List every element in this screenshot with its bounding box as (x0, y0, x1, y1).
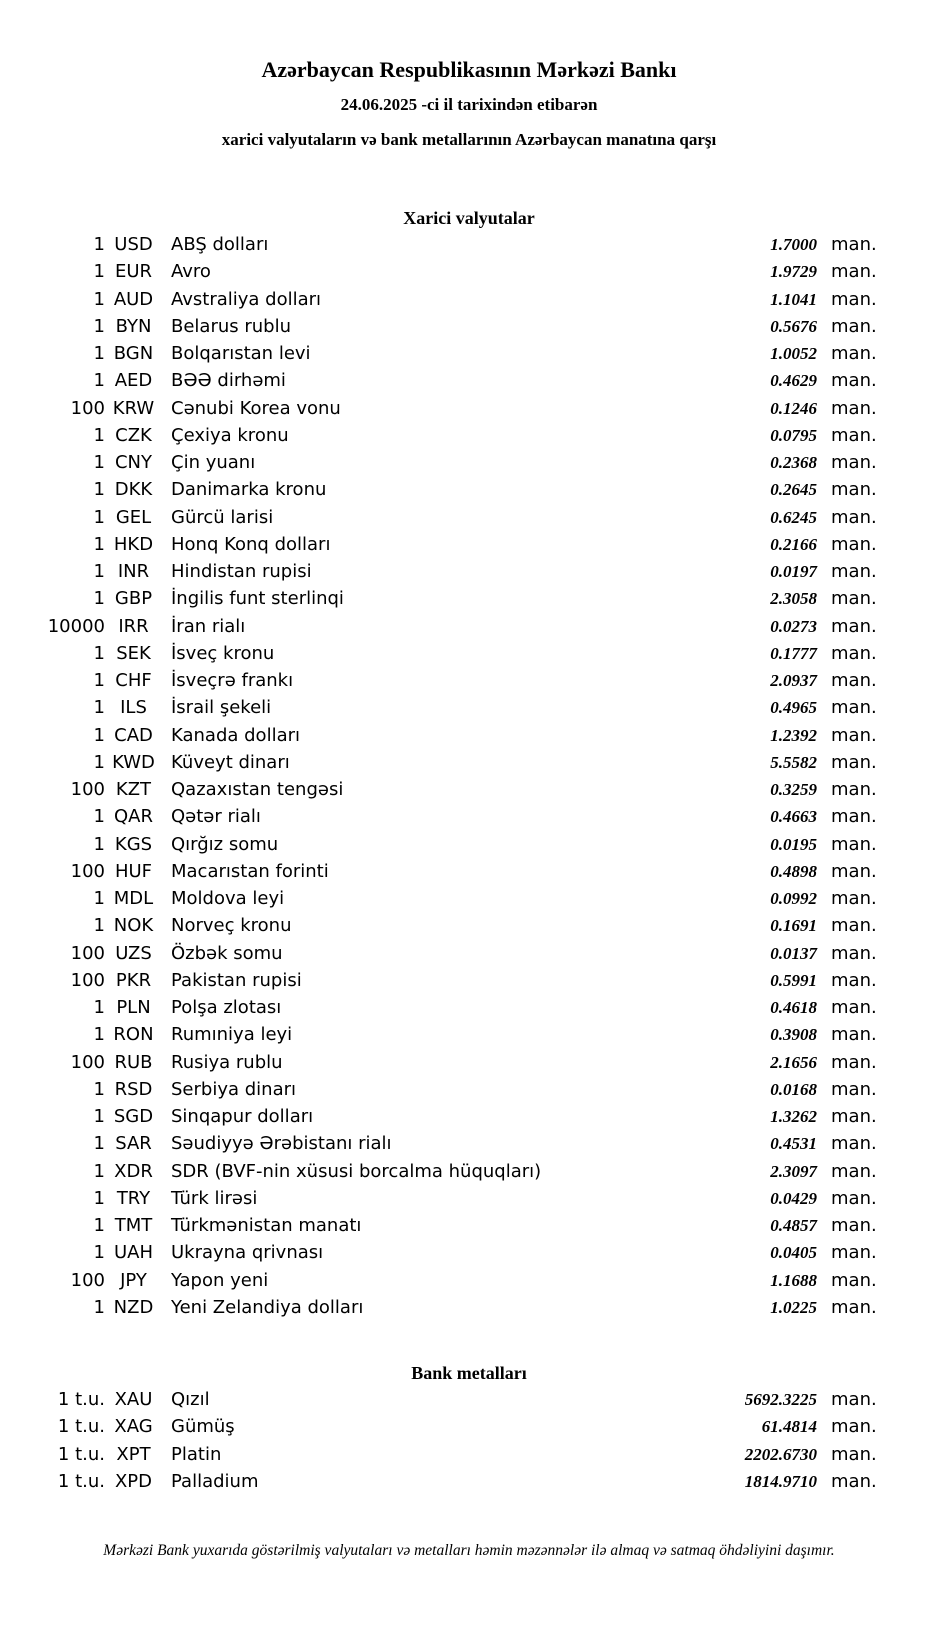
rate-row (0, 1103, 880, 1130)
currency-code: CHF (115, 670, 152, 691)
rate-value: 0.4663 (770, 807, 817, 827)
rate-value: 0.6245 (770, 507, 817, 527)
rate-value: 2.3097 (770, 1161, 817, 1181)
row-quantity: 1 (93, 1160, 105, 1182)
currency-name: SDR (BVF-nin xüsusi borcalma hüquqları) (171, 1160, 542, 1182)
currencies-section-heading: Xarici valyutalar (403, 208, 535, 228)
row-quantity: 1 t.u. (57, 1416, 105, 1438)
rate-value: 2.3058 (770, 589, 817, 609)
effective-date-line: 24.06.2025 -ci il tarixindən etibarən (340, 95, 598, 114)
unit-label: man. (831, 288, 877, 310)
rate-value: 1.1041 (770, 289, 817, 309)
currency-name: Avstraliya dolları (171, 288, 322, 310)
currency-name: ABŞ dolları (171, 234, 269, 255)
rate-row (0, 531, 880, 558)
currency-name: Səudiyyə Ərəbistanı rialı (171, 1133, 392, 1155)
rate-value: 1.1688 (770, 1270, 817, 1290)
rate-value: 0.0273 (770, 616, 817, 636)
unit-label: man. (831, 343, 877, 364)
page-title: Azərbaycan Respublikasının Mərkəzi Bankı (261, 57, 677, 82)
currency-name: Türk lirəsi (171, 1187, 258, 1209)
rate-value: 1.7000 (770, 235, 817, 254)
rate-value: 0.1691 (770, 916, 817, 936)
rate-row (0, 831, 880, 858)
row-quantity: 100 (70, 942, 105, 964)
currency-name: Palladium (171, 1470, 259, 1492)
currency-name: Serbiya dinarı (171, 1078, 296, 1100)
currency-name: Moldova leyi (171, 888, 285, 909)
row-quantity: 1 (93, 1187, 105, 1209)
currency-code: CAD (114, 724, 153, 746)
rate-value: 0.0195 (770, 834, 817, 854)
rate-row (0, 1185, 880, 1212)
currency-code: BGN (113, 343, 154, 364)
rate-value: 1.0225 (770, 1297, 817, 1317)
rate-row (0, 1294, 880, 1321)
row-quantity: 1 (93, 997, 105, 1018)
unit-label: man. (831, 697, 877, 719)
currency-name: İsrail şekeli (171, 697, 272, 719)
currency-name: Honq Konq dolları (171, 533, 331, 555)
unit-label: man. (831, 561, 877, 582)
currency-name: Polşa zlotası (171, 997, 282, 1018)
currency-code: CNY (114, 452, 153, 473)
rate-row (0, 1158, 880, 1185)
currency-code: TMT (114, 1215, 153, 1236)
rate-value: 1.9729 (770, 262, 817, 282)
rate-value: 1814.9710 (744, 1471, 817, 1491)
currency-code: PKR (115, 969, 152, 991)
currency-code: IRR (118, 615, 149, 637)
row-quantity: 100 (70, 779, 105, 800)
currency-code: XAU (114, 1389, 153, 1410)
currency-code: EUR (114, 261, 153, 283)
currency-name: Qızıl (171, 1389, 210, 1410)
unit-label: man. (831, 1470, 877, 1492)
unit-label: man. (831, 261, 877, 283)
unit-label: man. (831, 1215, 877, 1236)
currency-name: Macarıstan forinti (171, 860, 329, 882)
rate-row (0, 286, 880, 313)
currency-code: TRY (116, 1187, 151, 1209)
row-quantity: 1 t.u. (57, 1470, 105, 1492)
rate-value: 0.4965 (770, 698, 817, 718)
rate-value: 2202.6730 (744, 1444, 817, 1464)
currency-code: KWD (112, 751, 155, 773)
rate-value: 61.4814 (761, 1417, 817, 1437)
rate-value: 0.1777 (770, 643, 817, 663)
row-quantity: 1 (93, 234, 105, 255)
row-quantity: 1 t.u. (57, 1443, 105, 1465)
currency-name: BƏƏ dirhəmi (171, 370, 286, 392)
rate-row (0, 1049, 880, 1076)
row-quantity: 1 (93, 588, 105, 610)
currency-name: Rusiya rublu (171, 1051, 283, 1073)
currencies-table (0, 231, 880, 1321)
metals-table (0, 1386, 880, 1495)
currency-code: JPY (120, 1269, 147, 1291)
row-quantity: 1 (93, 561, 105, 582)
rate-row (0, 858, 880, 885)
currency-name: Belarus rublu (171, 315, 292, 337)
unit-label: man. (831, 751, 877, 773)
currency-code: PLN (116, 997, 151, 1018)
currency-code: MDL (113, 888, 154, 909)
rate-value: 1.0052 (770, 344, 817, 363)
currency-name: Qətər rialı (171, 806, 261, 828)
row-quantity: 10000 (47, 615, 105, 637)
unit-label: man. (831, 1443, 877, 1465)
unit-label: man. (831, 1296, 877, 1318)
currency-code: DKK (114, 479, 153, 501)
rate-value: 0.4857 (770, 1216, 817, 1235)
disclaimer-text: Mərkəzi Bank yuxarıda göstərilmiş valyutaları və metalları həmin məzənnələr ilə almaq və satmaq öhdəliyini daşımır. (103, 1542, 835, 1559)
rate-value: 0.0405 (770, 1243, 817, 1263)
currency-name: Pakistan rupisi (171, 969, 302, 991)
rate-value: 5.5582 (770, 752, 817, 772)
subtitle: xarici valyutaların və bank metallarının Azərbaycan manatına qarşı (221, 130, 717, 149)
currency-code: KZT (115, 779, 152, 800)
rate-row (0, 722, 880, 749)
exchange-rate-bulletin (0, 56, 938, 1561)
currency-name: Rumıniya leyi (171, 1024, 293, 1046)
metals-section-heading: Bank metalları (411, 1363, 527, 1383)
rate-value: 0.5676 (770, 316, 817, 336)
rate-value: 2.0937 (770, 671, 817, 690)
row-quantity: 1 (93, 1024, 105, 1046)
currency-name: Avro (171, 261, 211, 283)
unit-label: man. (831, 1133, 877, 1155)
rate-row (0, 803, 880, 830)
row-quantity: 1 (93, 261, 105, 283)
currency-code: RSD (114, 1078, 153, 1100)
rate-row (0, 585, 880, 612)
unit-label: man. (831, 642, 877, 664)
unit-label: man. (831, 1024, 877, 1046)
rate-value: 0.4618 (770, 998, 817, 1017)
rate-row (0, 613, 880, 640)
rate-row (0, 940, 880, 967)
rate-value: 1.3262 (770, 1107, 817, 1126)
bulletin-header (0, 56, 938, 151)
rate-value: 0.4629 (770, 371, 817, 391)
currency-code: UAH (113, 1242, 154, 1264)
rate-row (0, 994, 880, 1021)
currency-name: Qazaxıstan tengəsi (171, 779, 344, 800)
rate-row (0, 1441, 880, 1468)
rate-value: 0.2368 (770, 453, 817, 472)
currency-name: Yeni Zelandiya dolları (171, 1296, 364, 1318)
currency-code: XPD (114, 1470, 153, 1492)
unit-label: man. (831, 452, 877, 473)
rate-row (0, 340, 880, 367)
unit-label: man. (831, 1160, 877, 1182)
rate-row (0, 640, 880, 667)
currency-name: Türkmənistan manatı (171, 1215, 362, 1236)
unit-label: man. (831, 424, 877, 446)
rate-row (0, 967, 880, 994)
currency-code: ILS (120, 697, 147, 719)
row-quantity: 1 (93, 751, 105, 773)
currency-code: HKD (113, 533, 154, 555)
row-quantity: 1 (93, 479, 105, 501)
row-quantity: 1 (93, 1296, 105, 1318)
row-quantity: 1 (93, 915, 105, 937)
currency-code: SAR (115, 1133, 152, 1155)
row-quantity: 100 (70, 1269, 105, 1291)
row-quantity: 100 (70, 969, 105, 991)
row-quantity: 1 (93, 1106, 105, 1127)
currency-code: KGS (114, 833, 153, 855)
unit-label: man. (831, 969, 877, 991)
rate-row (0, 1130, 880, 1157)
rate-value: 0.3908 (770, 1025, 817, 1045)
unit-label: man. (831, 1106, 877, 1127)
row-quantity: 100 (70, 397, 105, 419)
currency-name: Yapon yeni (171, 1269, 269, 1291)
rate-row (0, 1413, 880, 1440)
unit-label: man. (831, 724, 877, 746)
currency-name: İngilis funt sterlinqi (171, 588, 344, 610)
rate-value: 0.0795 (770, 425, 817, 445)
currency-name: Ukrayna qrivnası (171, 1242, 324, 1264)
unit-label: man. (831, 1416, 877, 1438)
rate-value: 0.4531 (770, 1134, 817, 1154)
rate-row (0, 1386, 880, 1413)
rate-row (0, 504, 880, 531)
unit-label: man. (831, 370, 877, 392)
currency-name: İsveçrə frankı (171, 670, 294, 691)
currency-code: XDR (114, 1160, 153, 1182)
unit-label: man. (831, 1389, 877, 1410)
currency-code: SGD (113, 1106, 154, 1127)
unit-label: man. (831, 833, 877, 855)
row-quantity: 100 (70, 1051, 105, 1073)
currencies-section (0, 207, 938, 1321)
row-quantity: 1 (93, 288, 105, 310)
rate-value: 0.2166 (770, 534, 817, 554)
unit-label: man. (831, 779, 877, 800)
currency-code: NZD (113, 1296, 154, 1318)
currency-code: GBP (114, 588, 153, 610)
row-quantity: 1 (93, 806, 105, 828)
rate-value: 2.1656 (770, 1052, 817, 1072)
rate-row (0, 395, 880, 422)
rate-row (0, 694, 880, 721)
currency-name: Çin yuanı (171, 452, 256, 473)
row-quantity: 1 (93, 424, 105, 446)
unit-label: man. (831, 806, 877, 828)
row-quantity: 1 (93, 670, 105, 691)
rate-row (0, 258, 880, 285)
unit-label: man. (831, 397, 877, 419)
unit-label: man. (831, 1051, 877, 1073)
rate-row (0, 231, 880, 258)
currency-code: KRW (112, 397, 155, 419)
rate-row (0, 1076, 880, 1103)
currency-name: Bolqarıstan levi (171, 343, 311, 364)
currency-code: QAR (114, 806, 153, 828)
row-quantity: 1 (93, 1215, 105, 1236)
row-quantity: 1 (93, 888, 105, 909)
rate-row (0, 1267, 880, 1294)
currency-code: BYN (115, 315, 152, 337)
currency-code: CZK (115, 424, 152, 446)
rate-value: 0.2645 (770, 480, 817, 500)
row-quantity: 1 (93, 697, 105, 719)
rate-value: 0.0168 (770, 1079, 817, 1099)
rate-row (0, 1021, 880, 1048)
rate-row (0, 558, 880, 585)
currency-code: RUB (114, 1051, 153, 1073)
row-quantity: 1 (93, 1078, 105, 1100)
currency-code: GEL (115, 506, 152, 528)
currency-code: USD (114, 234, 153, 255)
currency-name: Platin (171, 1443, 222, 1465)
rate-row (0, 776, 880, 803)
currency-name: Özbək somu (171, 942, 283, 964)
rate-value: 0.0137 (770, 943, 817, 963)
rate-row (0, 476, 880, 503)
unit-label: man. (831, 1187, 877, 1209)
rate-row (0, 1468, 880, 1495)
rate-row (0, 367, 880, 394)
unit-label: man. (831, 860, 877, 882)
rate-row (0, 1239, 880, 1266)
row-quantity: 1 (93, 1133, 105, 1155)
currency-name: Gümüş (171, 1416, 235, 1438)
currency-code: NOK (113, 915, 154, 937)
unit-label: man. (831, 315, 877, 337)
rate-row (0, 422, 880, 449)
rate-row (0, 313, 880, 340)
currency-code: INR (117, 561, 150, 582)
row-quantity: 1 (93, 724, 105, 746)
row-quantity: 1 (93, 315, 105, 337)
unit-label: man. (831, 670, 877, 691)
currency-code: AED (114, 370, 153, 392)
rate-value: 0.4898 (770, 861, 817, 881)
unit-label: man. (831, 1242, 877, 1264)
unit-label: man. (831, 997, 877, 1018)
row-quantity: 1 t.u. (57, 1389, 105, 1410)
row-quantity: 1 (93, 1242, 105, 1264)
unit-label: man. (831, 915, 877, 937)
currency-name: Küveyt dinarı (171, 751, 290, 773)
unit-label: man. (831, 1078, 877, 1100)
row-quantity: 1 (93, 506, 105, 528)
rate-row (0, 885, 880, 912)
rate-value: 5692.3225 (744, 1390, 817, 1409)
currency-code: XPT (116, 1443, 151, 1465)
currency-code: SEK (116, 642, 151, 664)
rate-row (0, 912, 880, 939)
currency-name: Qırğız somu (171, 833, 279, 855)
rate-value: 0.1246 (770, 398, 817, 418)
unit-label: man. (831, 1269, 877, 1291)
unit-label: man. (831, 615, 877, 637)
currency-code: HUF (114, 860, 153, 882)
row-quantity: 1 (93, 370, 105, 392)
currency-name: Danimarka kronu (171, 479, 327, 501)
unit-label: man. (831, 479, 877, 501)
currency-code: AUD (113, 288, 154, 310)
rate-value: 1.2392 (770, 725, 817, 745)
unit-label: man. (831, 588, 877, 610)
currency-name: Hindistan rupisi (171, 561, 312, 582)
unit-label: man. (831, 533, 877, 555)
currency-name: Kanada dolları (171, 724, 301, 746)
row-quantity: 1 (93, 533, 105, 555)
rate-row (0, 749, 880, 776)
row-quantity: 1 (93, 642, 105, 664)
currency-name: Norveç kronu (171, 915, 292, 937)
unit-label: man. (831, 234, 877, 255)
rate-value: 0.0992 (770, 889, 817, 908)
row-quantity: 1 (93, 452, 105, 473)
currency-code: XAG (114, 1416, 153, 1438)
rate-value: 0.0197 (770, 562, 817, 581)
bulletin-footer (0, 1541, 938, 1561)
currency-code: RON (113, 1024, 154, 1046)
rate-value: 0.5991 (770, 970, 817, 990)
currency-name: Sinqapur dolları (171, 1106, 314, 1127)
rate-row (0, 667, 880, 694)
rate-value: 0.0429 (770, 1188, 817, 1208)
rate-row (0, 1212, 880, 1239)
row-quantity: 100 (70, 860, 105, 882)
metals-section (0, 1362, 938, 1495)
row-quantity: 1 (93, 833, 105, 855)
currency-name: İsveç kronu (171, 642, 275, 664)
unit-label: man. (831, 942, 877, 964)
row-quantity: 1 (93, 343, 105, 364)
currency-name: Gürcü larisi (171, 506, 274, 528)
rate-value: 0.3259 (770, 780, 817, 799)
unit-label: man. (831, 506, 877, 528)
currency-name: Çexiya kronu (171, 424, 289, 446)
rate-row (0, 449, 880, 476)
currency-name: İran rialı (171, 615, 246, 637)
currency-code: UZS (115, 942, 152, 964)
currency-name: Cənubi Korea vonu (171, 397, 341, 419)
unit-label: man. (831, 888, 877, 909)
